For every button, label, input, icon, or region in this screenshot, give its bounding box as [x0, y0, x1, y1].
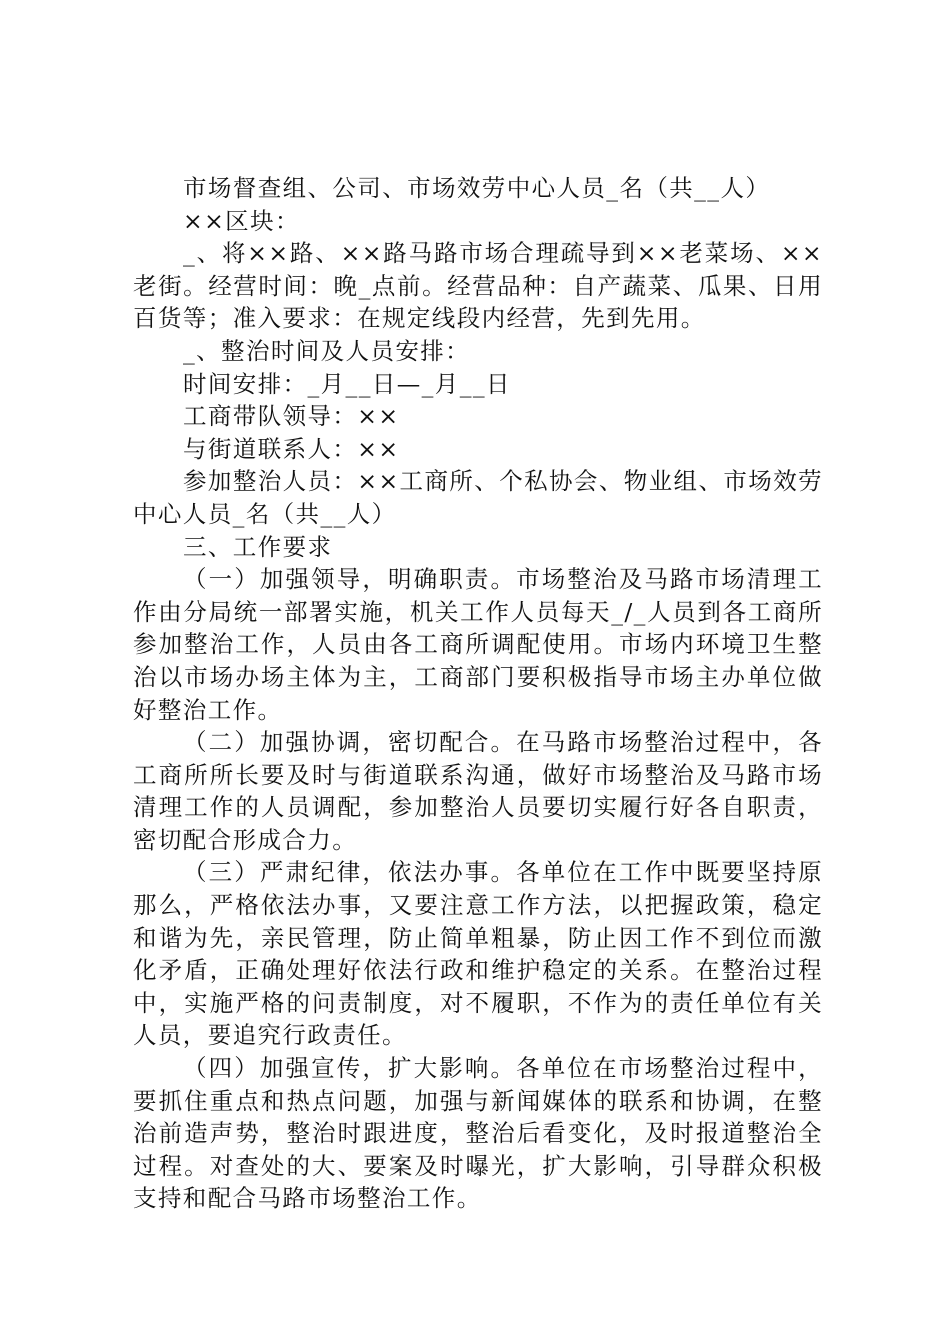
paragraph-team-leader: 工商带队领导：×× [183, 402, 400, 431]
document-body [133, 172, 823, 1215]
paragraph-supervision-group: 市场督查组、公司、市场效劳中心人员_名（共__人） [183, 174, 771, 202]
paragraph-requirement-1: （一）加强领导，明确职责。市场整治及马路市场清理工作由分局统一部署实施，机关工作人员每天_/_人员到各工商所参加整治工作，人员由各工商所调配使用。市场内环境卫生整治以市场办场主体为主，工商部门要积极指导市场主办单位做好整治工作。 [133, 565, 823, 724]
paragraph-participants: 参加整治人员：××工商所、个私协会、物业组、市场效劳中心人员_名（共__人） [133, 467, 823, 528]
paragraph-time-arrangement: 时间安排：_月__日—_月__日 [183, 369, 511, 398]
paragraph-requirement-2: （二）加强协调，密切配合。在马路市场整治过程中，各工商所所长要及时与街道联系沟通，做好市场整治及马路市场清理工作的人员调配，参加整治人员要切实履行好各自职责，密切配合形成合力。 [133, 728, 823, 854]
paragraph-requirement-3: （三）严肃纪律，依法办事。各单位在工作中既要坚持原那么，严格依法办事，又要注意工作方法，以把握政策，稳定和谐为先，亲民管理，防止简单粗暴，防止因工作不到位而激化矛盾，正确处理好依法行政和维护稳定的关系。在整治过程中，实施严格的问责制度，对不履职，不作为的责任单位有关人员，要追究行政责任。 [133, 858, 823, 1050]
paragraph-schedule-heading: _、整治时间及人员安排： [183, 336, 471, 365]
paragraph-street-contact: 与街道联系人：×× [183, 434, 400, 463]
paragraph-block-heading: ××区块： [183, 206, 300, 235]
paragraph-relocation: _、将××路、××路马路市场合理疏导到××老菜场、××老街。经营时间：晚_点前。经营品种：自产蔬菜、瓜果、日用百货等；准入要求：在规定线段内经营，先到先用。 [133, 239, 823, 333]
paragraph-requirement-4: （四）加强宣传，扩大影响。各单位在市场整治过程中，要抓住重点和热点问题，加强与新闻媒体的联系和协调，在整治前造声势，整治时跟进度，整治后看变化，及时报道整治全过程。对查处的大、要案及时曝光，扩大影响，引导群众积极支持和配合马路市场整治工作。 [133, 1054, 823, 1213]
section-heading-requirements: 三、工作要求 [183, 532, 333, 561]
